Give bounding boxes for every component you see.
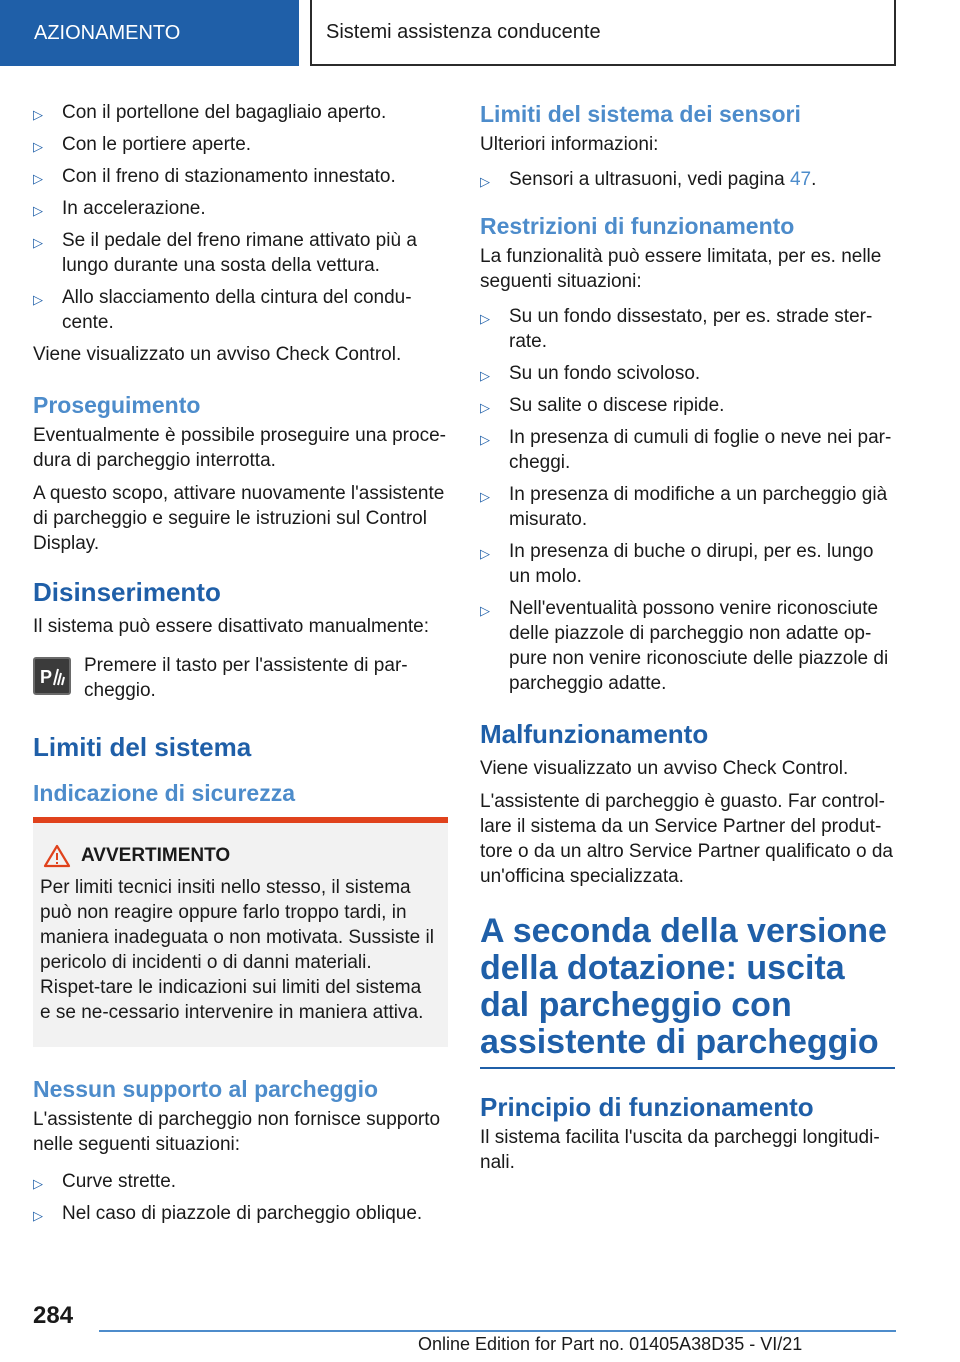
warning-triangle-icon <box>43 844 71 868</box>
list-item: ▷ Su un fondo dissestato, per es. strade ster-rate. <box>480 306 873 352</box>
list-item: ▷ In accelerazione. <box>33 196 448 221</box>
list-item: ▷ Nel caso di piazzole di parcheggio oblique. <box>33 1201 448 1226</box>
triangle-right-icon: ▷ <box>480 174 490 189</box>
heading-divider <box>480 1067 895 1069</box>
list-item: ▷ In presenza di buche o dirupi, per es. lungo un molo. <box>480 541 874 587</box>
parking-assistant-button-icon <box>33 657 71 695</box>
list-item: ▷ Con il portellone del bagagliaio aperto. <box>33 100 448 125</box>
right-column <box>480 100 895 1183</box>
heading-restrizioni: Restrizioni di funzionamento <box>480 213 795 239</box>
paragraph: Il sistema può essere disattivato manualmente: <box>33 616 430 637</box>
triangle-right-icon: ▷ <box>480 546 490 561</box>
heading-limiti-sensori: Limiti del sistema dei sensori <box>480 101 801 127</box>
paragraph: La funzionalità può essere limitata, per es. nelle seguenti situazioni: <box>480 246 882 292</box>
paragraph: L'assistente di parcheggio non fornisce supporto nelle seguenti situazioni: <box>33 1109 441 1155</box>
section-heading-uscita-parcheggio: A seconda della versione della dotazione: uscita dal parcheggio con assistente di parcheggio <box>480 912 887 1061</box>
svg-text:P: P <box>40 667 53 687</box>
paragraph: Viene visualizzato un avviso Check Control. <box>480 758 849 779</box>
triangle-right-icon: ▷ <box>33 1176 43 1191</box>
heading-nessun-supporto: Nessun supporto al parcheggio <box>33 1076 379 1102</box>
triangle-right-icon: ▷ <box>480 489 490 504</box>
list-item: ▷ In presenza di cumuli di foglie o neve nei par-cheggi. <box>480 427 892 473</box>
triangle-right-icon: ▷ <box>480 400 490 415</box>
list-item: ▷ Nell'eventualità possono venire riconosciute delle piazzole di parcheggio non adatte op-pure non venire riconosciute delle piazzole di parcheggio adatte. <box>480 598 889 694</box>
footer-divider <box>99 1330 896 1332</box>
page-number: 284 <box>33 1302 74 1329</box>
list-item: ▷ Se il pedale del freno rimane attivato più a lungo durante una sosta della vettura. <box>33 230 417 276</box>
triangle-right-icon: ▷ <box>480 368 490 383</box>
paragraph: Ulteriori informazioni: <box>480 134 659 155</box>
check-control-text: Viene visualizzato un avviso Check Control. <box>33 344 402 365</box>
warning-box <box>33 817 448 1047</box>
triangle-right-icon: ▷ <box>33 139 43 154</box>
list-item: ▷ Su salite o discese ripide. <box>480 393 895 418</box>
page-link[interactable]: 47 <box>789 169 812 190</box>
triangle-right-icon: ▷ <box>480 432 490 447</box>
left-column <box>33 100 448 1233</box>
heading-proseguimento: Proseguimento <box>33 392 201 418</box>
list-item: ▷ Curve strette. <box>33 1169 448 1194</box>
heading-indicazione-sicurezza: Indicazione di sicurezza <box>33 780 296 806</box>
header-chapter-title: Sistemi assistenza conducente <box>310 0 896 66</box>
triangle-right-icon: ▷ <box>33 1208 43 1223</box>
button-instruction <box>33 653 448 703</box>
triangle-right-icon: ▷ <box>33 107 43 122</box>
heading-malfunzionamento: Malfunzionamento <box>480 719 709 749</box>
triangle-right-icon: ▷ <box>33 171 43 186</box>
list-item: ▷ In presenza di modifiche a un parcheggio già misurato. <box>480 484 888 530</box>
paragraph: A questo scopo, attivare nuovamente l'assistente di parcheggio e seguire le istruzioni sul Control Display. <box>33 483 445 554</box>
triangle-right-icon: ▷ <box>33 292 43 307</box>
paragraph: Eventualmente è possibile proseguire una proce-dura di parcheggio interrotta. <box>33 425 446 471</box>
warning-title: AVVERTIMENTO <box>40 843 436 869</box>
list-item: ▷ Su un fondo scivoloso. <box>480 361 895 386</box>
triangle-right-icon: ▷ <box>480 311 490 326</box>
triangle-right-icon: ▷ <box>33 203 43 218</box>
button-instruction-text: Premere il tasto per l'assistente di par-cheggio. <box>84 655 408 701</box>
footer-edition: Online Edition for Part no. 01405A38D35 - VI/21 <box>418 1334 803 1354</box>
warning-text: Per limiti tecnici insiti nello stesso, il sistema può non reagire oppure farlo troppo tardi, in maniera inadeguata o non motivata. Sussiste il pericolo di incidenti o di danni materiali. Rispet-tare le indicazioni sui limiti del sistema e se ne-cessario intervenire in maniera attiva. <box>40 877 434 1023</box>
paragraph: L'assistente di parcheggio è guasto. Far control-lare il sistema da un Service Partner del produt-tore o da un altro Service Partner qualificato o da un'officina specializzata. <box>480 791 893 887</box>
heading-principio: Principio di funzionamento <box>480 1092 814 1122</box>
list-item: ▷ Con le portiere aperte. <box>33 132 448 157</box>
list-item: ▷ Allo slacciamento della cintura del condu-cente. <box>33 287 412 333</box>
heading-disinserimento: Disinserimento <box>33 577 221 607</box>
paragraph: Il sistema facilita l'uscita da parcheggi longitudi-nali. <box>480 1127 880 1173</box>
heading-limiti-sistema: Limiti del sistema <box>33 732 252 762</box>
list-item: ▷ Sensori a ultrasuoni, vedi pagina 47. <box>480 167 895 192</box>
triangle-right-icon: ▷ <box>480 603 490 618</box>
header-section-tab: AZIONAMENTO <box>0 0 299 66</box>
triangle-right-icon: ▷ <box>33 235 43 250</box>
list-item: ▷ Con il freno di stazionamento innestato. <box>33 164 448 189</box>
